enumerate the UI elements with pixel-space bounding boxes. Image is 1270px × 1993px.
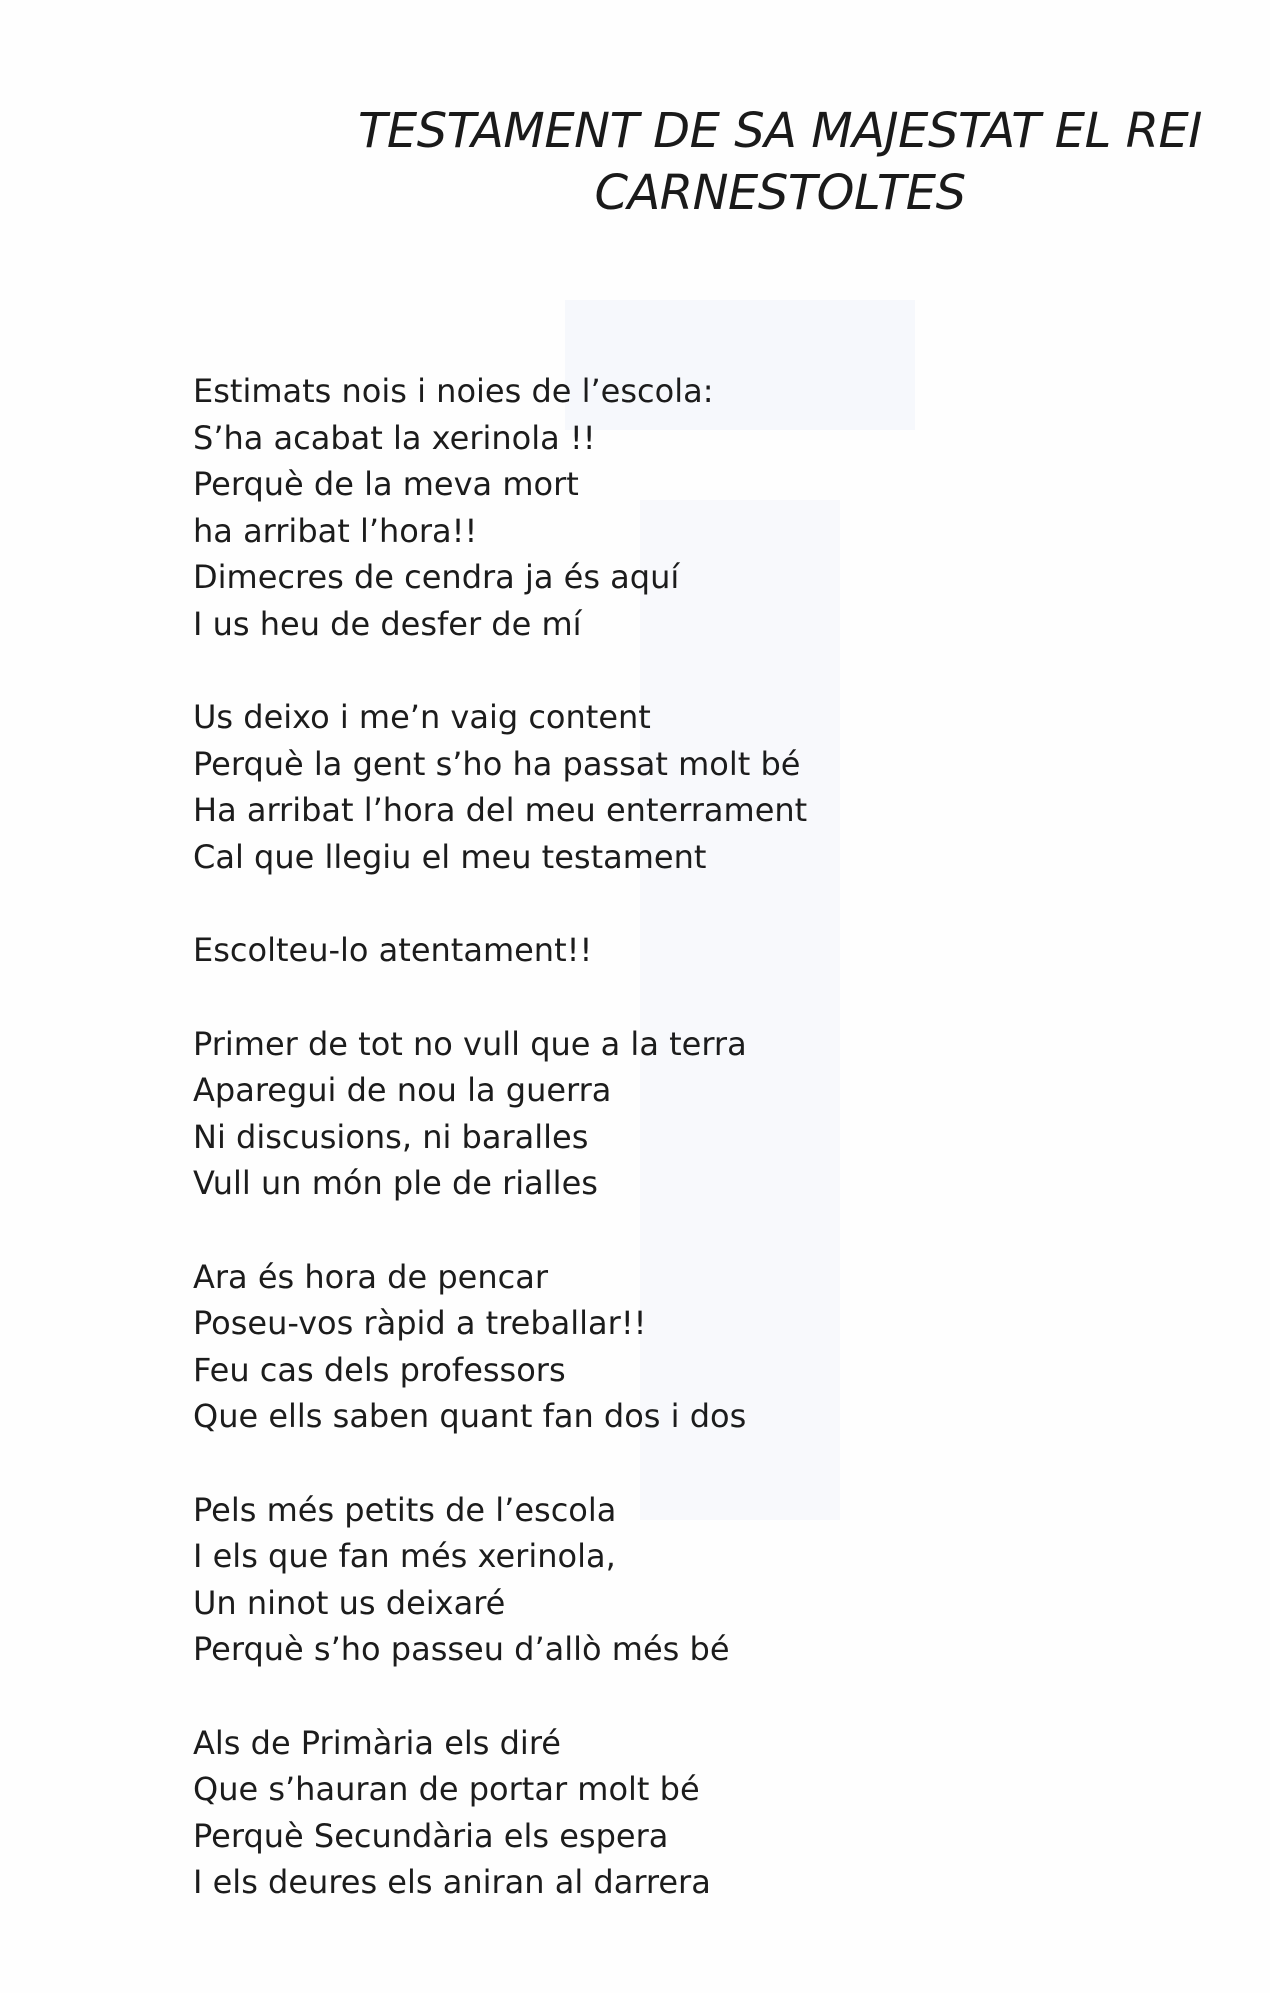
poem-line: Ara és hora de pencar: [193, 1257, 548, 1296]
poem-line: Vull un món ple de rialles: [193, 1164, 598, 1202]
poem-stanza: [193, 1720, 1193, 1906]
title-line: TESTAMENT DE SA MAJESTAT EL REI: [358, 103, 1202, 159]
poem-line: Us deixo i me’n vaig content: [193, 698, 651, 736]
poem-line: Ha arribat l’hora del meu enterrament: [193, 791, 808, 829]
title-line: CARNESTOLTES: [594, 165, 966, 221]
poem-line: Perquè Secundària els espera: [193, 1816, 669, 1855]
page-title: [300, 100, 1260, 224]
poem-stanza: [193, 1254, 1193, 1440]
poem-line: Perquè de la meva mort: [193, 465, 579, 503]
poem-line: Dimecres de cendra ja és aquí: [193, 558, 680, 596]
poem-line: Poseu-vos ràpid a treballar!!: [193, 1304, 647, 1342]
poem-line: S’ha acabat la xerinola !!: [193, 418, 596, 457]
poem-line: Ni discusions, ni baralles: [193, 1117, 589, 1156]
poem-line: I els deures els aniran al darrera: [193, 1863, 711, 1901]
poem-line: Pels més petits de l’escola: [193, 1490, 617, 1529]
poem-line: Als de Primària els diré: [193, 1723, 561, 1762]
poem-line: Que s’hauran de portar molt bé: [193, 1770, 700, 1808]
poem-line: ha arribat l’hora!!: [193, 511, 478, 550]
poem-line: Primer de tot no vull que a la terra: [193, 1024, 747, 1063]
poem-line: Escolteu-lo atentament!!: [193, 931, 593, 969]
poem-stanza: [193, 368, 1193, 647]
poem-line: I els que fan més xerinola,: [193, 1537, 616, 1575]
poem-line: Cal que llegiu el meu testament: [193, 837, 707, 876]
poem-line: Que ells saben quant fan dos i dos: [193, 1397, 747, 1435]
poem-stanza: [193, 694, 1193, 880]
poem-body: [193, 368, 1193, 1953]
poem-stanza: [193, 1021, 1193, 1207]
poem-line: Perquè la gent s’ho ha passat molt bé: [193, 744, 801, 783]
poem-line: Feu cas dels professors: [193, 1350, 566, 1389]
poem-line: Aparegui de nou la guerra: [193, 1071, 612, 1109]
poem-stanza: [193, 927, 1193, 974]
poem-line: I us heu de desfer de mí: [193, 604, 582, 643]
poem-line: Estimats nois i noies de l’escola:: [193, 372, 714, 410]
poem-stanza: [193, 1487, 1193, 1673]
poem-line: Un ninot us deixaré: [193, 1583, 506, 1622]
poem-line: Perquè s’ho passeu d’allò més bé: [193, 1630, 730, 1668]
